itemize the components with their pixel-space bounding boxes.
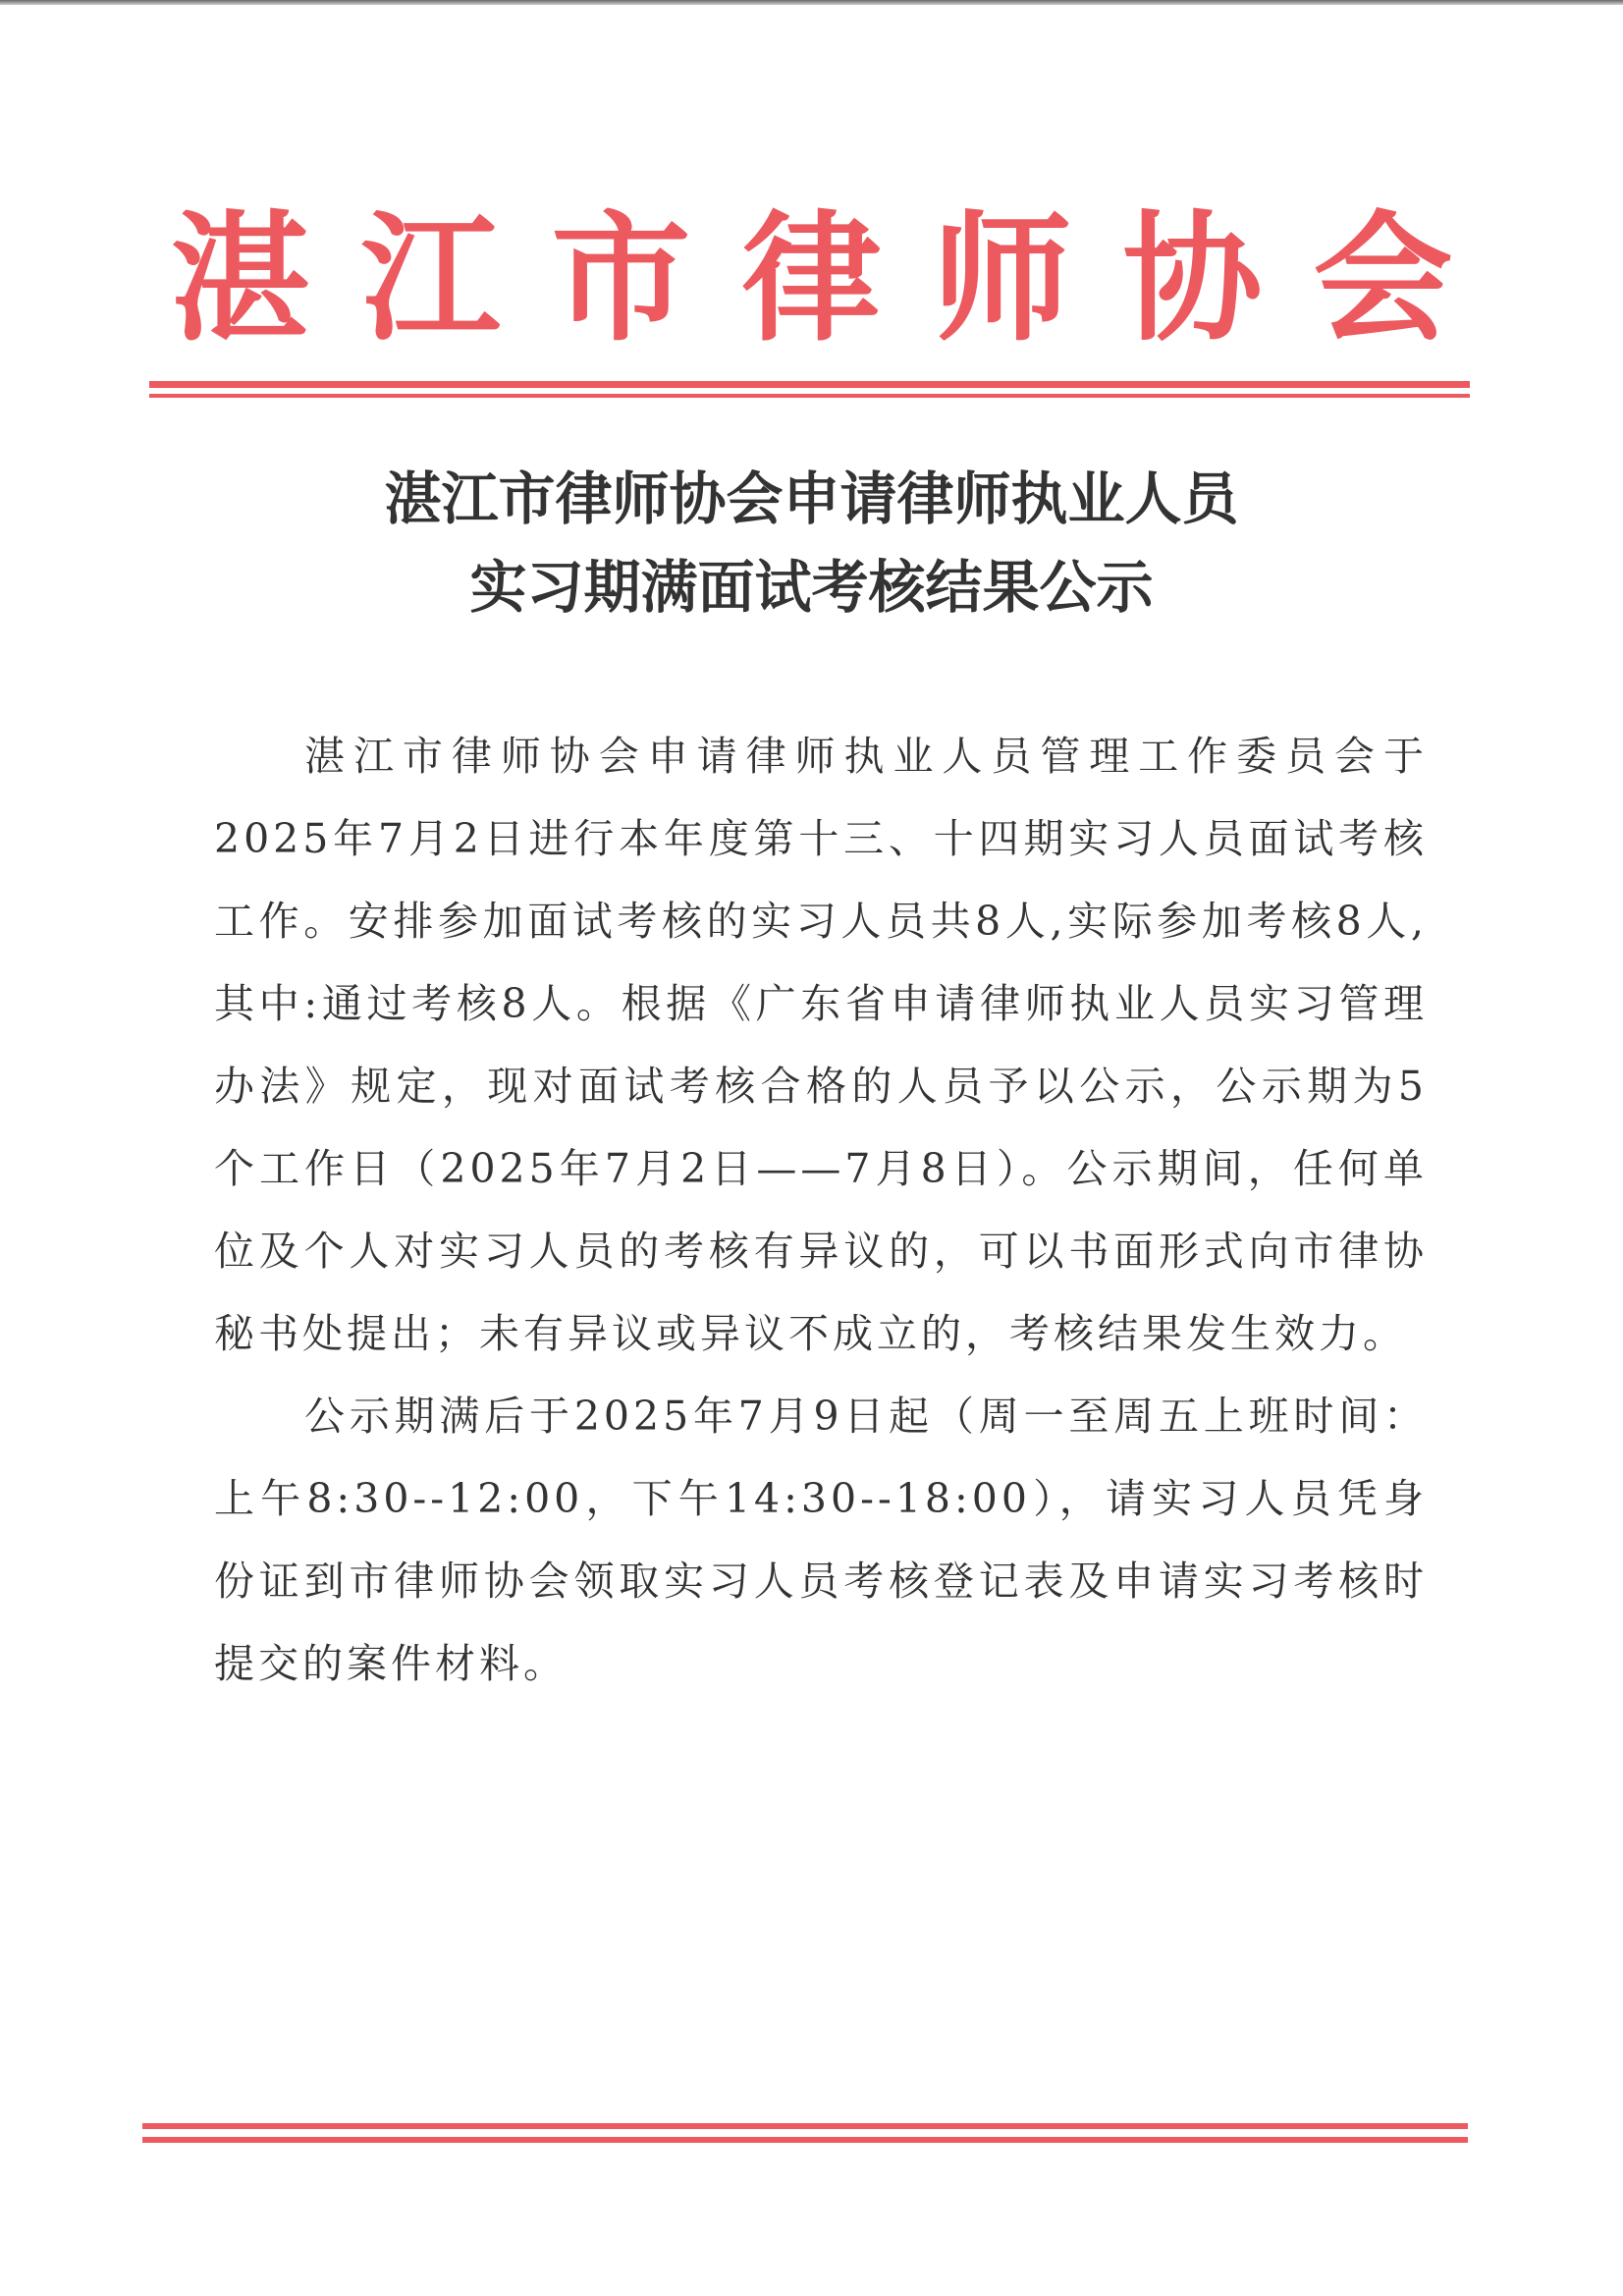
notice-title-line-2: 实习期满面试考核结果公示	[469, 554, 1154, 621]
notice-paragraph-2: 公示期满后于2025年7月9日起（周一至周五上班时间：上午8:30--12:00，下午14:30--18:00），请实习人员凭身份证到市律师协会领取实习人员考核登记表及申请实习考核时提交的案件材料。	[214, 1393, 1428, 1687]
letterhead-organization-name: 湛江市律师协会	[170, 198, 1504, 360]
letterhead-rule-thin	[149, 394, 1470, 398]
scan-edge	[0, 0, 1623, 5]
footer-rule-lower	[142, 2137, 1468, 2143]
notice-paragraph-1: 湛江市律师协会申请律师执业人员管理工作委员会于2025年7月2日进行本年度第十三、十四期实习人员面试考核工作。安排参加面试考核的实习人员共8人,实际参加考核8人,其中:通过考核8人。根据《广东省申请律师执业人员实习管理办法》规定，现对面试考核合格的人员予以公示，公示期为5个工作日（2025年7月2日——7月8日）。公示期间，任何单位及个人对实习人员的考核有异议的，可以书面形式向市律协秘书处提出；未有异议或异议不成立的，考核结果发生效力。	[214, 733, 1428, 1357]
letterhead-rule-thick	[149, 381, 1470, 388]
footer-rule-upper	[142, 2123, 1468, 2129]
notice-title-line-1: 湛江市律师协会申请律师执业人员	[384, 465, 1239, 532]
